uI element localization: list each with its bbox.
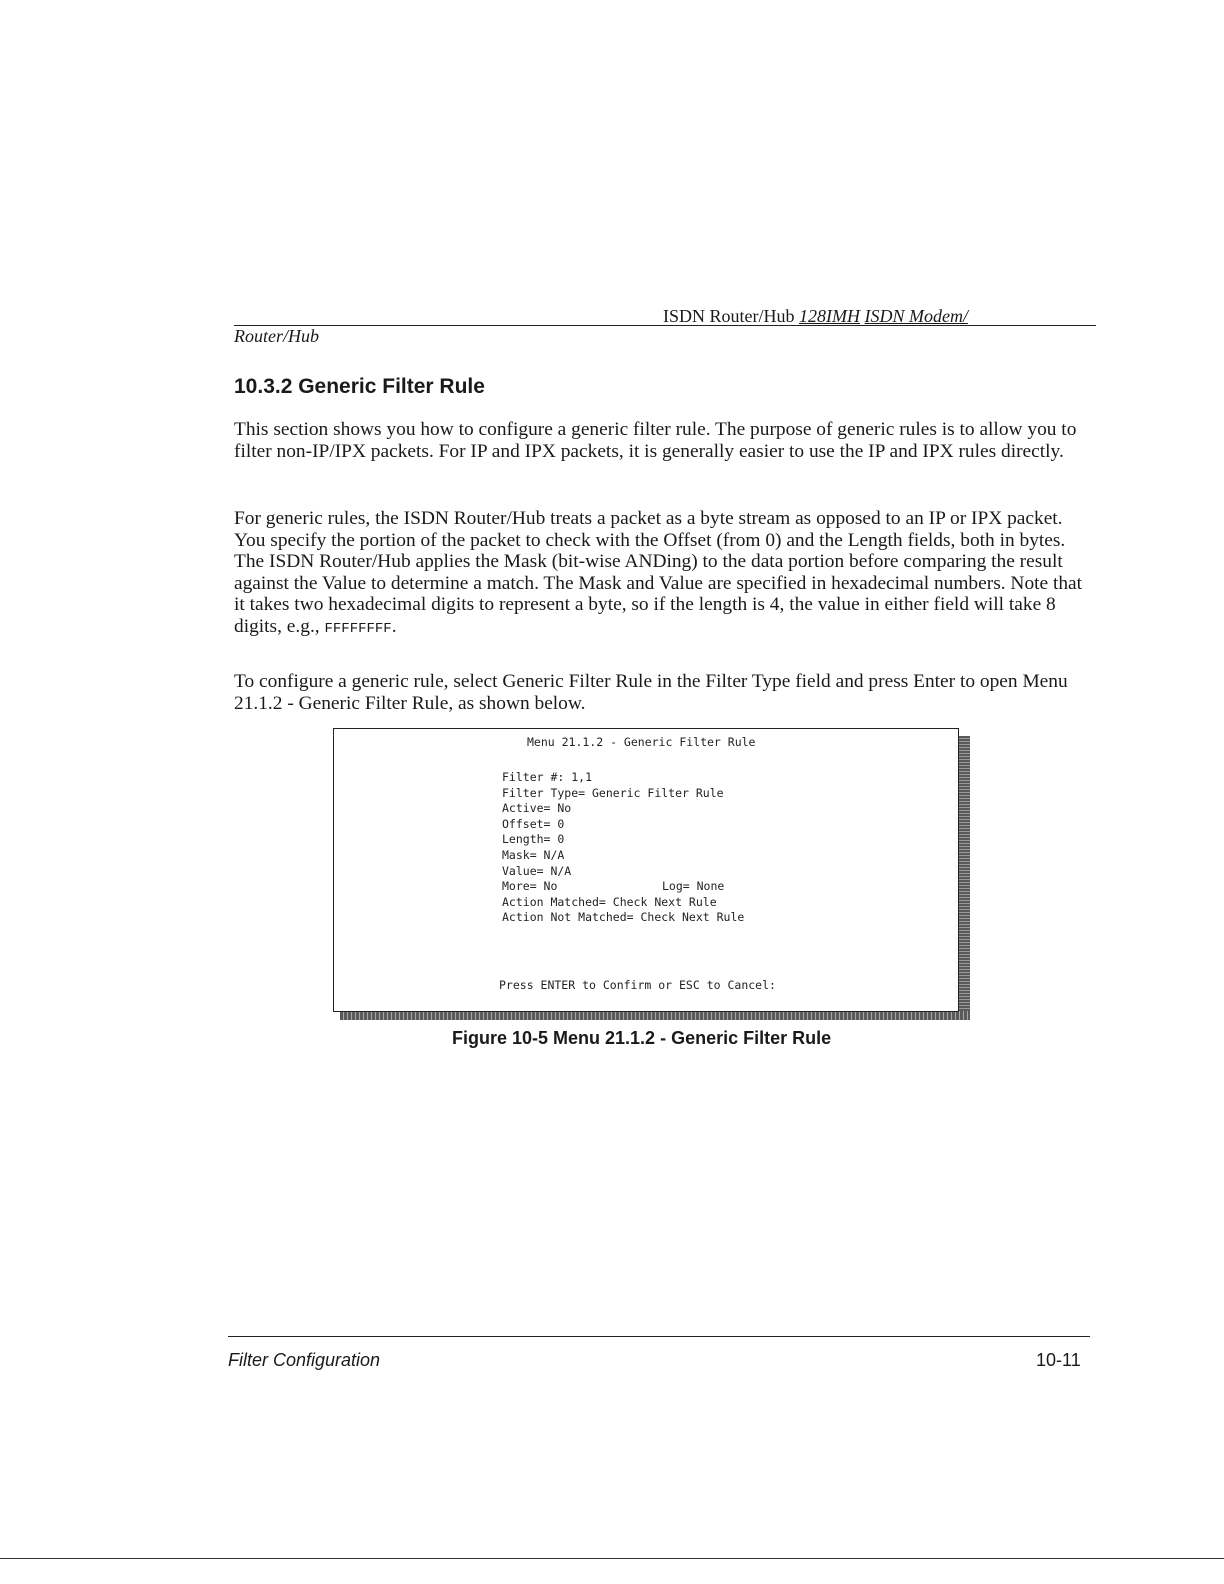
- figure-caption: Figure 10-5 Menu 21.1.2 - Generic Filter Rule: [452, 1028, 832, 1048]
- paragraph-generic-rules-text: For generic rules, the ISDN Router/Hub treats a packet as a byte stream as opposed to an IP or IPX packet. You specify the portion of the packet to check with the Offset (from 0) and the Length fields, both in bytes. The ISDN Router/Hub applies the Mask (bit-wise ANDing) to the data portion before comparing the result against the Value to determine a match. The Mask and Value are specified in hexadecimal numbers. Note that it takes two hexadecimal digits to represent a byte, so if the length is 4, the value in either field will take 8 digits, e.g.,: [234, 508, 1083, 637]
- field-filter-number[interactable]: Filter #: 1,1: [502, 770, 593, 784]
- field-length[interactable]: Length= 0: [502, 832, 565, 847]
- field-mask[interactable]: Mask= N/A: [502, 847, 565, 862]
- field-more-row: [502, 879, 744, 895]
- header-model: 128IMH: [799, 306, 860, 326]
- header-rule: [234, 325, 1096, 326]
- field-active[interactable]: Active= No: [502, 801, 572, 816]
- section-heading: 10.3.2 Generic Filter Rule: [234, 375, 485, 398]
- running-header: [663, 306, 968, 327]
- field-more[interactable]: More= No: [502, 879, 558, 894]
- field-value[interactable]: Value= N/A: [502, 863, 572, 878]
- hex-example: FFFFFFFF: [324, 620, 392, 637]
- field-filter-type[interactable]: Filter Type= Generic Filter Rule: [502, 785, 724, 800]
- field-log[interactable]: Log= None: [662, 879, 725, 894]
- footer-rule: [228, 1336, 1090, 1337]
- screen-field-list: [502, 770, 744, 926]
- header-model-line2a: ISDN Modem/: [864, 306, 968, 326]
- field-offset[interactable]: Offset= 0: [502, 816, 565, 831]
- paragraph-configure: To configure a generic rule, select Generic Filter Rule in the Filter Type field and press Enter to open Menu 21.1.2 - Generic Filter Rule, as shown below.: [234, 671, 1068, 714]
- field-action-not-matched[interactable]: Action Not Matched= Check Next Rule: [502, 910, 745, 925]
- paragraph-generic-rules-end: .: [391, 615, 397, 637]
- footer-chapter: Filter Configuration: [228, 1350, 381, 1370]
- header-product: ISDN Router/Hub: [663, 306, 795, 326]
- screen-prompt: Press ENTER to Confirm or ESC to Cancel:: [499, 978, 776, 992]
- field-action-matched[interactable]: Action Matched= Check Next Rule: [502, 894, 717, 909]
- terminal-screen: [333, 728, 959, 1012]
- screen-shadow-bottom: [340, 1011, 970, 1020]
- screen-shadow-right: [959, 736, 970, 1020]
- header-model-line2b: Router/Hub: [234, 326, 319, 346]
- footer-page-number: 10-11: [1036, 1350, 1081, 1370]
- screen-title: Menu 21.1.2 - Generic Filter Rule: [527, 735, 756, 749]
- paragraph-intro: This section shows you how to configure a generic filter rule. The purpose of generic rules is to allow you to filter non-IP/IPX packets. For IP and IPX packets, it is generally easier to use the IP and IPX rules directly.: [234, 419, 1077, 462]
- paragraph-generic-rules: [234, 508, 1096, 640]
- scan-edge-line: [0, 1558, 1224, 1559]
